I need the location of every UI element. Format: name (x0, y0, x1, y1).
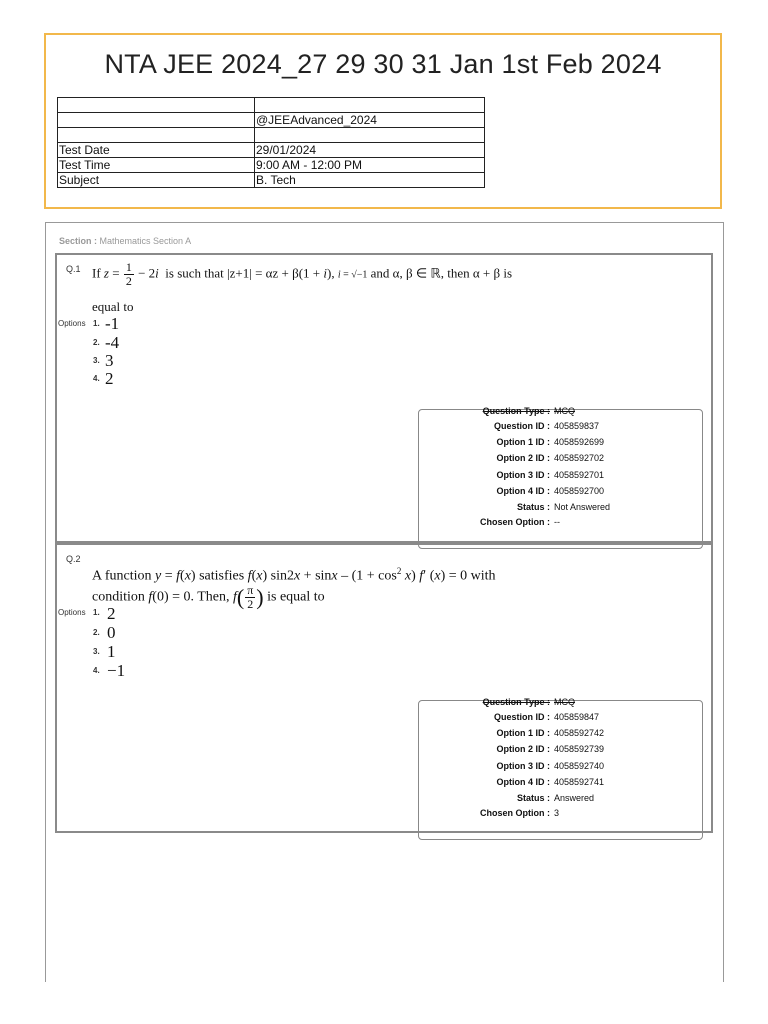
meta-row: Question Type : MCQ (482, 406, 575, 416)
meta-row: Chosen Option : -- (480, 517, 560, 527)
info-row (58, 158, 485, 173)
meta-row: Option 4 ID : 4058592741 (496, 777, 605, 787)
options-label: Options (58, 319, 86, 328)
option-number: 1. (93, 319, 100, 328)
meta-row: Option 1 ID : 4058592699 (496, 437, 605, 447)
info-label: Subject (58, 173, 255, 188)
question-number: Q.2 (66, 554, 81, 564)
option-number: 3. (93, 356, 100, 365)
option-number: 2. (93, 628, 100, 637)
info-value: 9:00 AM - 12:00 PM (255, 158, 485, 173)
section-name: Mathematics Section A (99, 236, 192, 246)
question-text-continued: equal to (92, 299, 134, 314)
meta-row: Status : Answered (516, 793, 595, 803)
info-label: Test Date (58, 143, 255, 158)
info-value: 29/01/2024 (255, 143, 485, 158)
meta-row: Question Type : MCQ (482, 697, 575, 707)
question-meta-box (418, 697, 703, 840)
section-title (59, 236, 191, 246)
question-number: Q.1 (66, 264, 81, 274)
meta-row: Option 3 ID : 4058592740 (496, 761, 605, 771)
option-number: 4. (93, 374, 100, 383)
question-text-continued: condition f(0) = 0. Then, f( $\frac{\pi}{2}$ ) is equal to (92, 583, 325, 611)
option-number: 1. (93, 608, 100, 617)
info-label (58, 98, 255, 113)
info-label (58, 113, 255, 128)
info-label (58, 128, 255, 143)
info-row (58, 143, 485, 158)
question-text: A function y = f(x) satisfies f(x) $\sin 2x + \sin x - (1 + \cos^2 x)$ f′ (x) = 0 with (92, 566, 496, 584)
meta-row: Option 4 ID : 4058592700 (496, 486, 605, 496)
option-value: 3 (105, 351, 114, 370)
option-value: 1 (107, 642, 116, 661)
options-label: Options (58, 608, 86, 617)
page-title: NTA JEE 2024_27 29 30 31 Jan 1st Feb 2024 (104, 49, 662, 79)
info-row (58, 113, 485, 128)
option-value: 2 (105, 369, 114, 388)
option-number: 2. (93, 338, 100, 347)
info-value (255, 98, 485, 113)
option-value: 2 (107, 604, 116, 623)
question-meta-box (418, 406, 703, 549)
info-row (58, 128, 485, 143)
option-value: -4 (105, 333, 120, 352)
info-label: Test Time (58, 158, 255, 173)
meta-row: Chosen Option : 3 (480, 808, 560, 818)
meta-row: Option 2 ID : 4058592739 (496, 744, 605, 754)
info-row (58, 98, 485, 113)
option-value: −1 (107, 661, 126, 680)
meta-row: Option 3 ID : 4058592701 (496, 470, 605, 480)
meta-row: Status : Not Answered (516, 502, 611, 512)
question-text: If z = $\frac{1}{2}$ − 2i is such that |z+1| = αz + β(1 + i), i = √−1 and α, β ∈ ℝ, then α + β is (92, 260, 513, 288)
info-row (58, 173, 485, 188)
option-value: 0 (107, 623, 116, 642)
test-info-table (57, 97, 485, 188)
meta-row: Question ID : 405859847 (494, 712, 600, 722)
info-value: @JEEAdvanced_2024 (255, 113, 485, 128)
option-number: 4. (93, 666, 100, 675)
meta-row: Option 2 ID : 4058592702 (496, 453, 605, 463)
info-value (255, 128, 485, 143)
header-box (44, 33, 722, 209)
option-number: 3. (93, 647, 100, 656)
info-value: B. Tech (255, 173, 485, 188)
section-label: Section : (59, 236, 98, 246)
meta-row: Option 1 ID : 4058592742 (496, 728, 605, 738)
option-value: -1 (105, 314, 120, 333)
meta-row: Question ID : 405859837 (494, 421, 600, 431)
